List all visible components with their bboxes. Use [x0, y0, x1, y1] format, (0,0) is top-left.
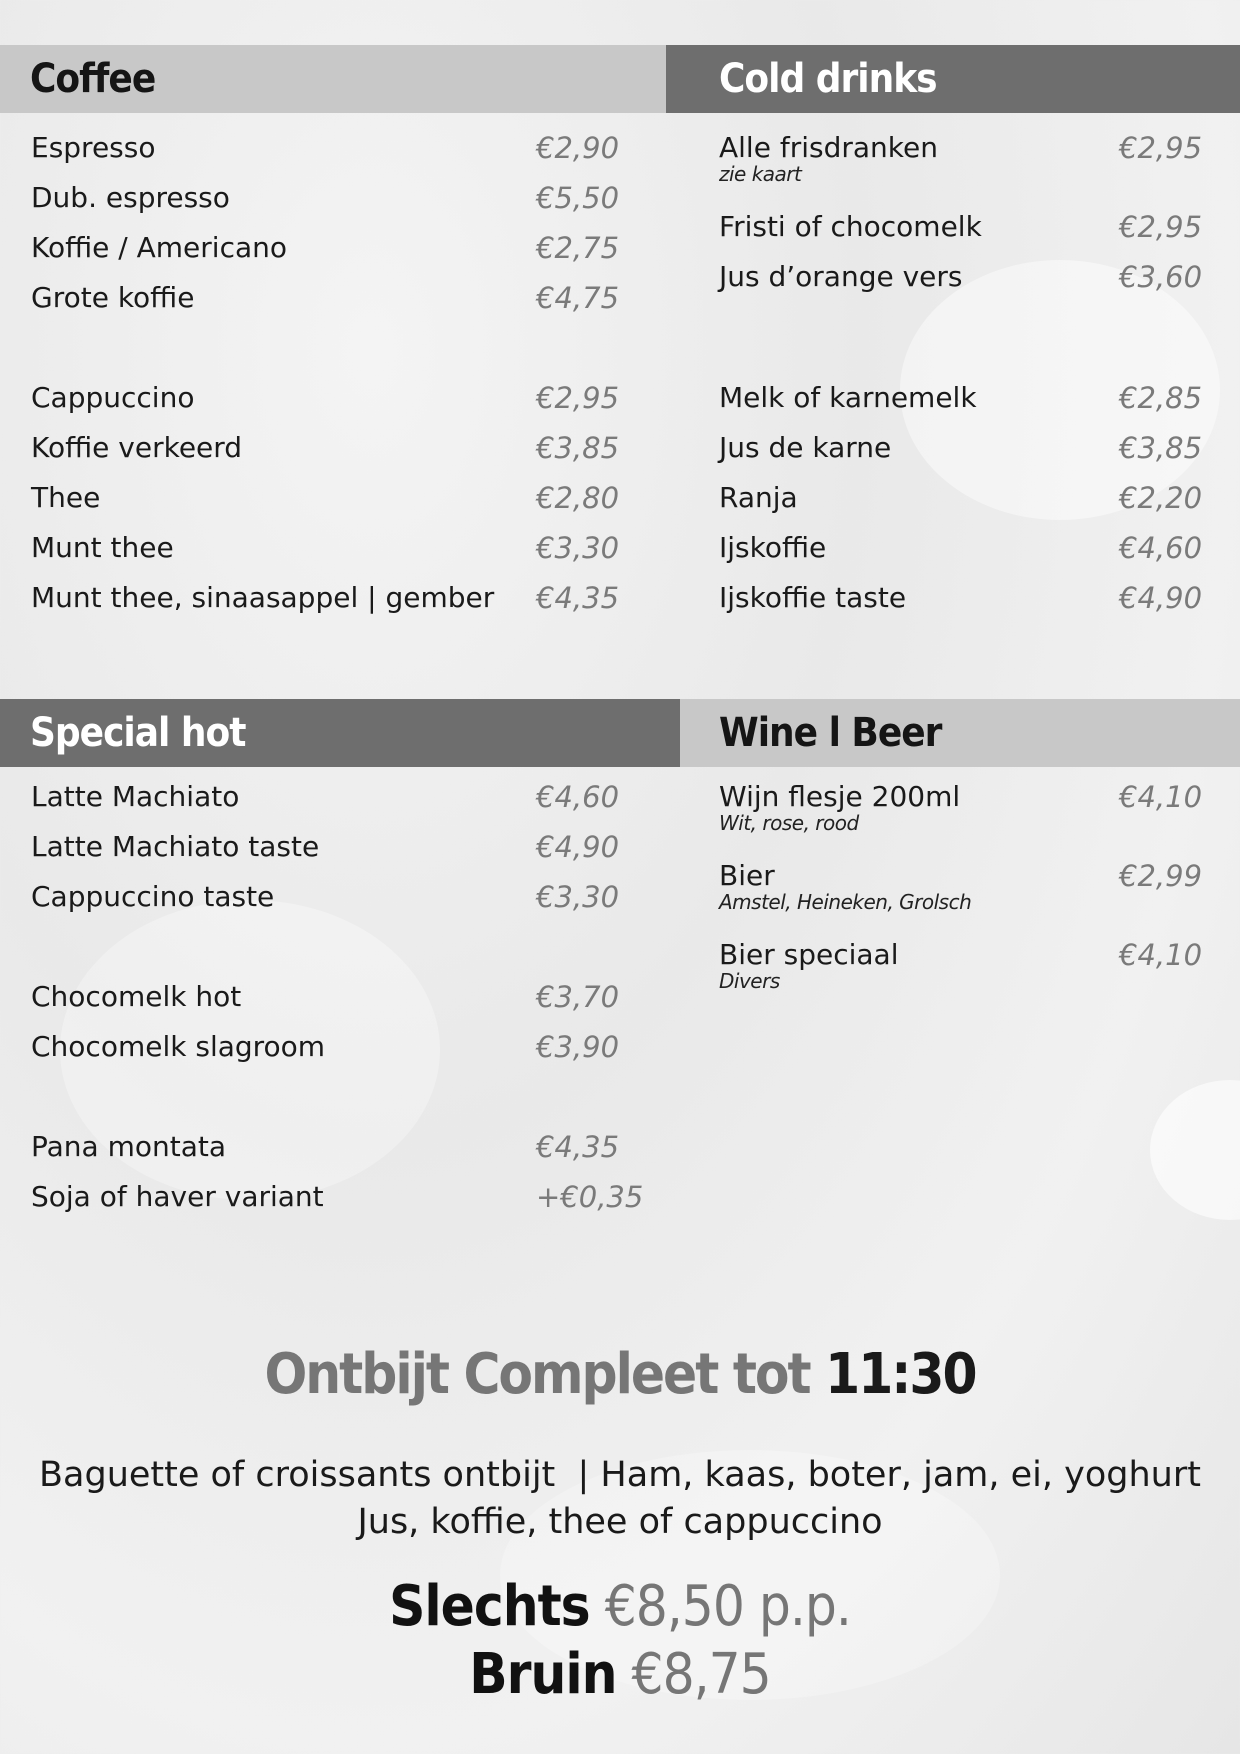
- item-price: €3,90: [536, 1030, 620, 1064]
- item-price: €4,90: [536, 830, 620, 864]
- menu-item: [31, 523, 671, 573]
- menu-item: [719, 523, 1229, 573]
- menu-item: [31, 972, 671, 1022]
- item-price: €4,75: [536, 281, 620, 315]
- item-price: €3,85: [536, 431, 620, 465]
- item-name: Latte Machiato taste: [31, 830, 320, 863]
- menu-item: [31, 1172, 671, 1222]
- item-name: Thee: [31, 481, 101, 514]
- breakfast-time: 11:30: [825, 1342, 976, 1407]
- item-name: Jus de karne: [719, 431, 892, 464]
- item-subtitle: zie kaart: [719, 162, 802, 186]
- section-title: Special hot: [30, 710, 246, 756]
- section-header-special-hot: [0, 699, 680, 767]
- menu-item: [719, 851, 1229, 930]
- menu-item: [719, 772, 1229, 851]
- item-price: €4,90: [1119, 581, 1203, 615]
- menu-item: [31, 822, 671, 872]
- item-price: €4,35: [536, 581, 620, 615]
- section-title: Cold drinks: [719, 56, 937, 102]
- item-name: Latte Machiato: [31, 780, 240, 813]
- breakfast-offer: [0, 1574, 1240, 1639]
- section-title: Wine l Beer: [719, 710, 942, 756]
- item-price: €2,20: [1119, 481, 1203, 515]
- item-price: €4,35: [536, 1130, 620, 1164]
- item-name: Espresso: [31, 131, 156, 164]
- menu-item: [31, 223, 671, 273]
- item-price: €4,10: [1119, 938, 1203, 972]
- item-name: Alle frisdranken: [719, 131, 938, 164]
- section-header-wine-beer: [680, 699, 1240, 767]
- item-price: €3,30: [536, 531, 620, 565]
- menu-item: [719, 930, 1229, 1009]
- menu-item: [31, 173, 671, 223]
- item-name: Bier: [719, 859, 775, 892]
- menu-item: [31, 1122, 671, 1172]
- item-name: Cappuccino: [31, 381, 195, 414]
- offer-price: €8,50 p.p.: [604, 1574, 851, 1639]
- item-price: €4,60: [536, 780, 620, 814]
- menu-item: [719, 423, 1229, 473]
- item-subtitle: Divers: [719, 969, 780, 993]
- background-texture: [1150, 1080, 1240, 1220]
- menu-item: [31, 872, 671, 922]
- section-header-cold-drinks: [666, 45, 1240, 113]
- special-hot-list: [31, 772, 671, 1222]
- section-header-coffee: [0, 45, 666, 113]
- item-price: €3,60: [1119, 260, 1203, 294]
- menu-item: [719, 202, 1229, 252]
- item-price: €4,60: [1119, 531, 1203, 565]
- item-name: Ijskoffie: [719, 531, 827, 564]
- menu-item: [31, 123, 671, 173]
- item-name: Munt thee, sinaasappel | gember: [31, 581, 495, 614]
- item-name: Grote koffie: [31, 281, 195, 314]
- brown-price: €8,75: [631, 1642, 771, 1707]
- item-name: Pana montata: [31, 1130, 227, 1163]
- wine-beer-list: [719, 772, 1229, 1009]
- menu-item: [719, 373, 1229, 423]
- item-name: Ranja: [719, 481, 798, 514]
- breakfast-brown: [0, 1642, 1240, 1707]
- breakfast-title: [0, 1342, 1240, 1407]
- item-name: Melk of karnemelk: [719, 381, 977, 414]
- menu-item: [31, 772, 671, 822]
- menu-item: [719, 123, 1229, 202]
- menu-item: [31, 423, 671, 473]
- menu-item: [31, 1022, 671, 1072]
- breakfast-description: Baguette of croissants ontbijt | Ham, kaas, boter, jam, ei, yoghurt: [39, 1455, 1201, 1495]
- item-price: €2,85: [1119, 381, 1203, 415]
- item-subtitle: Amstel, Heineken, Grolsch: [719, 890, 972, 914]
- coffee-list: [31, 123, 671, 623]
- item-price: €2,90: [536, 131, 620, 165]
- item-price: €2,75: [536, 231, 620, 265]
- menu-item: [31, 573, 671, 623]
- item-price: €2,95: [1119, 131, 1203, 165]
- offer-label: Slechts: [389, 1574, 590, 1639]
- menu-item: [719, 573, 1229, 623]
- item-name: Fristi of chocomelk: [719, 210, 982, 243]
- item-name: Chocomelk slagroom: [31, 1030, 326, 1063]
- item-name: Chocomelk hot: [31, 980, 242, 1013]
- item-price: €3,30: [536, 880, 620, 914]
- item-name: Ijskoffie taste: [719, 581, 907, 614]
- item-name: Koffie verkeerd: [31, 431, 243, 464]
- item-price: €2,99: [1119, 859, 1203, 893]
- item-price: €2,80: [536, 481, 620, 515]
- section-title: Coffee: [30, 56, 156, 102]
- item-name: Munt thee: [31, 531, 174, 564]
- item-price: €2,95: [1119, 210, 1203, 244]
- item-price: €3,70: [536, 980, 620, 1014]
- item-name: Koffie / Americano: [31, 231, 288, 264]
- item-name: Cappuccino taste: [31, 880, 275, 913]
- item-name: Soja of haver variant: [31, 1180, 324, 1213]
- brown-label: Bruin: [469, 1642, 617, 1707]
- item-name: Dub. espresso: [31, 181, 230, 214]
- menu-item: [31, 473, 671, 523]
- item-price: €2,95: [536, 381, 620, 415]
- menu-item: [719, 473, 1229, 523]
- item-name: Wijn flesje 200ml: [719, 780, 961, 813]
- menu-item: [31, 373, 671, 423]
- menu-item: [719, 252, 1229, 302]
- item-price: €3,85: [1119, 431, 1203, 465]
- item-name: Bier speciaal: [719, 938, 899, 971]
- cold-drinks-list: [719, 123, 1229, 623]
- item-subtitle: Wit, rose, rood: [719, 811, 859, 835]
- item-price: €5,50: [536, 181, 620, 215]
- item-price: +€0,35: [536, 1180, 644, 1214]
- item-price: €4,10: [1119, 780, 1203, 814]
- breakfast-includes: Jus, koffie, thee of cappuccino: [357, 1502, 883, 1542]
- breakfast-title-text: Ontbijt Compleet tot: [264, 1342, 810, 1407]
- item-name: Jus d’orange vers: [719, 260, 963, 293]
- menu-item: [31, 273, 671, 323]
